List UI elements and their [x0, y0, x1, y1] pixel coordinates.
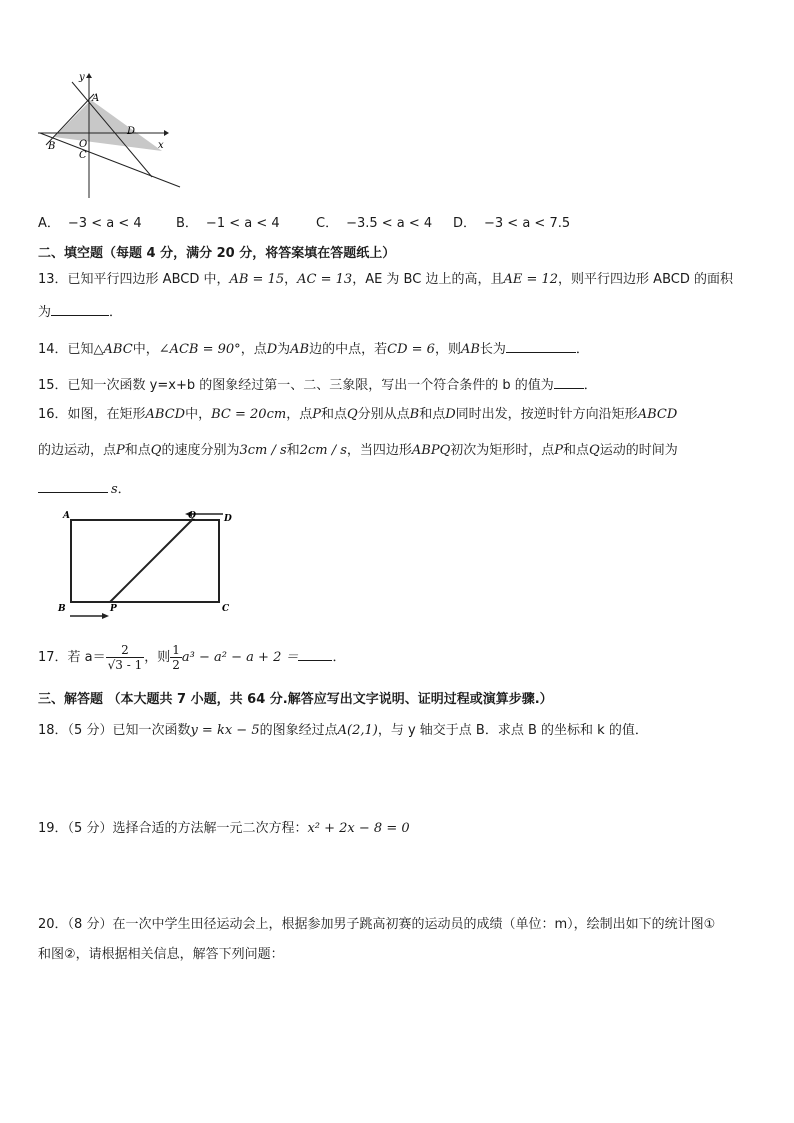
segment-pq	[110, 520, 192, 602]
option-a[interactable]	[38, 212, 142, 231]
q15-answer-blank[interactable]	[554, 375, 584, 389]
label-x: x	[158, 140, 164, 151]
q20-line1: 20．（8 分）在一次中学生田径运动会上，根据参加男子跳高初赛的运动员的成绩（单位：m），绘制出如下的统计图①	[38, 917, 716, 932]
option-d[interactable]	[453, 212, 570, 231]
q17-answer-blank[interactable]	[298, 647, 332, 661]
q15-line: 15．已知一次函数 y=x+b 的图象经过第一、二、三象限，写出一个符合条件的 b 的值为 ．	[38, 375, 597, 395]
q18-line: 18．（5 分）已知一次函数y = kx − 5的图象经过点A(2,1)，与 y 轴交于点 B．求点 B 的坐标和 k 的值．	[38, 723, 648, 738]
x-axis-arrow	[164, 130, 169, 136]
q13-answer-blank[interactable]	[51, 302, 109, 316]
option-c[interactable]	[316, 212, 432, 231]
q17-half: $\frac{1}{2}$	[172, 643, 180, 672]
q16-line3: s．	[38, 479, 131, 499]
label-p: P	[110, 604, 117, 614]
label-a: A	[63, 511, 70, 521]
option-b-text: −1 < a < 4	[205, 216, 280, 231]
option-c-text: −3.5 < a < 4	[346, 216, 433, 231]
q16-line1: 16．如图，在矩形ABCD中，BC = 20cm，点P和点Q分别从点B和点D同时出发，按逆时针方向沿矩形ABCD	[38, 407, 678, 422]
label-y: y	[79, 72, 85, 83]
label-q: Q	[188, 511, 196, 521]
q14-line: 14．已知△ABC中，∠ACB = 90°，点D为AB边的中点，若CD = 6，则AB长为 ．	[38, 339, 589, 359]
rectangle-abcd	[71, 520, 219, 602]
q20-line2: 和图②，请根据相关信息，解答下列问题：	[38, 947, 284, 962]
y-axis-arrow	[86, 73, 92, 78]
q14-answer-blank[interactable]	[506, 339, 576, 353]
section-3-title: 三、解答题 （本大题共 7 小题，共 64 分.解答应写出文字说明、证明过程或演算步骤.）	[38, 692, 553, 707]
option-b-letter: B．	[176, 216, 198, 231]
arrow-p-head	[102, 613, 109, 619]
section-2-title: 二、填空题（每题 4 分，满分 20 分，将答案填在答题纸上）	[38, 246, 396, 261]
q16-line2: 的边运动，点P和点Q的速度分别为3cm / s和2cm / s，当四边形ABPQ初次为矩形时，点P和点Q运动的时间为	[38, 443, 678, 458]
option-a-letter: A．	[38, 216, 60, 231]
option-d-text: −3 < a < 7.5	[484, 216, 571, 231]
label-o: O	[79, 139, 88, 150]
coordinate-figure	[36, 70, 186, 200]
label-a: A	[92, 93, 100, 104]
option-d-letter: D．	[453, 216, 477, 231]
option-c-letter: C．	[316, 216, 339, 231]
option-b[interactable]	[176, 212, 280, 231]
q13-line2: 为 ．	[38, 302, 122, 322]
q17-fraction: $\frac{2}{√3 - 1}$	[107, 643, 143, 672]
label-d: D	[224, 514, 232, 524]
q13-line1: 13．已知平行四边形 ABCD 中，AB = 15，AC = 13，AE 为 BC 边上的高，且AE = 12，则平行四边形 ABCD 的面积	[38, 272, 733, 287]
label-d: D	[127, 126, 136, 137]
rectangle-figure	[52, 505, 252, 625]
option-a-text: −3 < a < 4	[67, 216, 142, 231]
label-b: B	[48, 141, 56, 152]
q19-line: 19．（5 分）选择合适的方法解一元二次方程：x² + 2x − 8 = 0	[38, 821, 410, 836]
label-c: C	[79, 150, 87, 161]
label-b: B	[58, 604, 66, 614]
q16-answer-blank[interactable]	[38, 479, 108, 493]
q17-line: 17．若 a＝ $\frac{2}{√3 - 1}$ ，则 $\frac{1}{2}$ a³ − a² − a + 2 ＝ ．	[38, 643, 346, 672]
label-c: C	[222, 604, 230, 614]
